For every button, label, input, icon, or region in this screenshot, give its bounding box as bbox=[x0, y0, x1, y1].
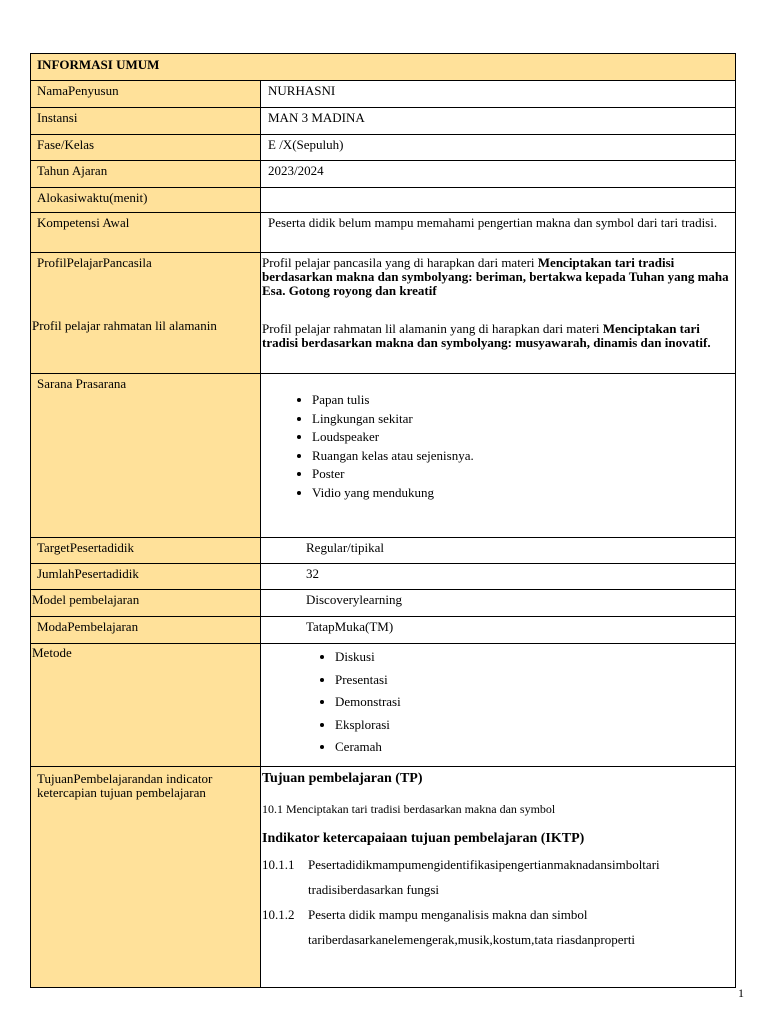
iktp-text: Peserta didik mampu menganalisis makna dan simbol bbox=[308, 907, 588, 922]
sarana-list bbox=[268, 391, 729, 502]
row-kompetensi bbox=[31, 213, 735, 253]
rahmatan-bold: Menciptakan tari tradisi berdasarkan makna dan symbolyang: musyawarah, dinamis dan inovatif. bbox=[262, 321, 711, 350]
row-instansi bbox=[31, 108, 735, 135]
label-alokasi: Alokasiwaktu(menit) bbox=[31, 188, 261, 212]
row-moda bbox=[31, 617, 735, 644]
label-tahun: Tahun Ajaran bbox=[31, 161, 261, 187]
value-model: Discoverylearning bbox=[306, 592, 403, 607]
pancasila-bold: Menciptakan tari tradisi berdasarkan makna dan symbolyang: beriman, bertakwa kepada Tuhan yang maha Esa. Gotong royong dan kreatif bbox=[262, 255, 729, 298]
iktp-item bbox=[262, 852, 729, 877]
row-target bbox=[31, 538, 735, 564]
label-target: TargetPesertadidik bbox=[31, 538, 261, 563]
row-model bbox=[31, 590, 735, 617]
label-sarana: Sarana Prasarana bbox=[31, 374, 261, 537]
row-penyusun bbox=[31, 81, 735, 108]
page-number: 1 bbox=[738, 986, 744, 1000]
iktp-item-cont bbox=[262, 877, 729, 902]
iktp-number: 10.1.1 bbox=[262, 857, 295, 872]
label-instansi: Instansi bbox=[31, 108, 261, 134]
row-alokasi bbox=[31, 188, 735, 213]
list-item: • Loudspeaker bbox=[312, 428, 729, 447]
pancasila-prefix: Profil pelajar pancasila yang di harapkan dari materi bbox=[262, 255, 538, 270]
value-target: Regular/tipikal bbox=[306, 540, 384, 555]
info-table bbox=[30, 53, 736, 988]
value-pancasila bbox=[262, 256, 729, 320]
list-item: • Vidio yang mendukung bbox=[312, 484, 729, 503]
list-item: • Eksplorasi bbox=[335, 714, 729, 737]
list-item: • Papan tulis bbox=[312, 391, 729, 410]
label-profil bbox=[31, 253, 261, 373]
iktp-text: tariberdasarkanelemengerak,musik,kostum,tata riasdanproperti bbox=[308, 932, 636, 947]
tp-item: 10.1 Menciptakan tari tradisi berdasarkan makna dan symbol bbox=[262, 802, 556, 816]
rahmatan-prefix: Profil pelajar rahmatan lil alamanin yang di harapkan dari materi bbox=[262, 321, 603, 336]
list-item: • Diskusi bbox=[335, 646, 729, 669]
list-item: • Lingkungan sekitar bbox=[312, 410, 729, 429]
label-metode: Metode bbox=[31, 644, 261, 766]
label-tujuan: TujuanPembelajarandan indicator ketercapian tujuan pembelajaran bbox=[31, 767, 261, 987]
value-rahmatan bbox=[262, 320, 729, 350]
label-moda: ModaPembelajaran bbox=[31, 617, 261, 643]
value-sarana bbox=[261, 374, 735, 537]
label-jumlah: JumlahPesertadidik bbox=[31, 564, 261, 589]
value-jumlah: 32 bbox=[306, 566, 319, 581]
value-kompetensi: Peserta didik belum mampu memahami pengertian makna dan symbol dari tari tradisi. bbox=[268, 215, 718, 230]
value-tahun: 2023/2024 bbox=[268, 163, 324, 178]
row-jumlah bbox=[31, 564, 735, 590]
value-alokasi bbox=[261, 188, 735, 212]
table-header: INFORMASI UMUM bbox=[31, 54, 735, 81]
value-moda: TatapMuka(TM) bbox=[306, 619, 394, 634]
value-fase: E /X(Sepuluh) bbox=[268, 137, 344, 152]
list-item: • Ruangan kelas atau sejenisnya. bbox=[312, 447, 729, 466]
label-fase: Fase/Kelas bbox=[31, 135, 261, 160]
value-tujuan bbox=[261, 767, 735, 987]
label-model: Model pembelajaran bbox=[31, 590, 261, 616]
label-penyusun: NamaPenyusun bbox=[31, 81, 261, 107]
iktp-item bbox=[262, 902, 729, 927]
value-penyusun: NURHASNI bbox=[268, 83, 336, 98]
iktp-text: tradisiberdasarkan fungsi bbox=[308, 882, 440, 897]
list-item: • Presentasi bbox=[335, 669, 729, 692]
iktp-list bbox=[262, 852, 729, 952]
iktp-number: 10.1.2 bbox=[262, 907, 295, 922]
list-item: • Poster bbox=[312, 465, 729, 484]
tp-heading: Tujuan pembelajaran (TP) bbox=[262, 771, 423, 786]
iktp-text: Pesertadidikmampumengidentifikasipengertianmaknadansimboltari bbox=[308, 857, 660, 872]
row-fase bbox=[31, 135, 735, 161]
list-item: • Ceramah bbox=[335, 736, 729, 759]
row-profil bbox=[31, 253, 735, 374]
row-tahun bbox=[31, 161, 735, 188]
value-profil bbox=[261, 253, 735, 373]
iktp-heading: Indikator ketercapaiaan tujuan pembelajaran (IKTP) bbox=[262, 831, 585, 846]
label-pancasila: ProfilPelajarPancasila bbox=[37, 255, 152, 270]
iktp-item-cont bbox=[262, 927, 729, 952]
row-metode bbox=[31, 644, 735, 767]
metode-list bbox=[268, 646, 729, 759]
list-item: • Demonstrasi bbox=[335, 691, 729, 714]
label-rahmatan: Profil pelajar rahmatan lil alamanin bbox=[32, 318, 217, 333]
row-sarana bbox=[31, 374, 735, 538]
value-metode bbox=[261, 644, 735, 766]
value-instansi: MAN 3 MADINA bbox=[268, 110, 365, 125]
row-tujuan bbox=[31, 767, 735, 987]
label-kompetensi: Kompetensi Awal bbox=[31, 213, 261, 252]
